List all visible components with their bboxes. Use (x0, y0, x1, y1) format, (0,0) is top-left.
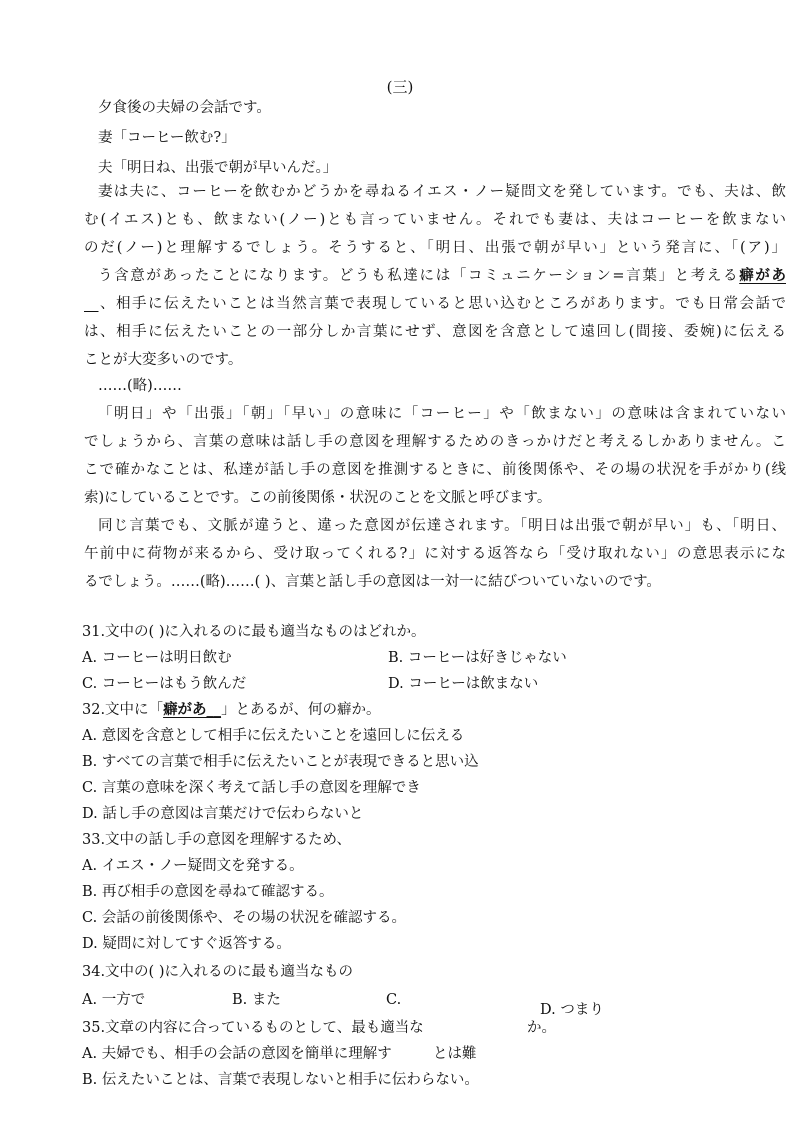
passage-line (84, 294, 786, 314)
passage-line: のだ(ノー)と理解するでしょう。そうすると、「明日、出張で朝が早い」という発言に、「(ア)」 (84, 240, 786, 256)
section-heading: (三) (386, 78, 414, 96)
underline-blank: __ (84, 296, 99, 312)
q31-option-b: B. コーヒーは好きじゃない (388, 650, 567, 666)
q34-option-d: D. つまり (540, 1002, 604, 1018)
passage-line: む(イエス)とも、飲まない(ノー)とも言っていません。それでも妻は、夫はコーヒーを飲まない (84, 212, 786, 228)
passage-line: 索)にしていることです。この前後関係・状況のことを文脈と呼びます。 (84, 490, 552, 506)
q35-option-a-end: とは難 (433, 1046, 477, 1062)
question-31-stem: 31.文中の( )に入れるのに最も適当なものはどれか。 (82, 624, 426, 640)
q32-option-b: B. すべての言葉で相手に伝えたいことが表現できると思い込 (82, 754, 479, 770)
question-35-stem-end: か。 (527, 1020, 556, 1036)
q35-option-a: A. 夫婦でも、相手の会話の意図を簡単に理解す (82, 1046, 392, 1062)
q32-option-a: A. 意図を含意として相手に伝えたいことを遠回しに伝える (82, 728, 465, 744)
passage-line: 妻「コーヒー飲む?」 (98, 130, 236, 146)
q34-option-c: C. (386, 992, 402, 1008)
passage-text: 、相手に伝えたいことは当然言葉で表現していると思い込むところがあります。でも日常会話で (98, 296, 786, 312)
q34-option-a: A. 一方で (82, 992, 146, 1008)
q31-option-a: A. コーヒーは明日飲む (82, 650, 232, 666)
q35-option-b: B. 伝えたいことは、言葉で表現しないと相手に伝わらない。 (82, 1072, 479, 1088)
q33-option-d: D. 疑問に対してすぐ返答する。 (82, 936, 291, 952)
q33-option-a: A. イエス・ノー疑問文を発する。 (82, 858, 304, 874)
passage-line: ことが大変多いのです。 (84, 352, 243, 368)
question-32-stem (82, 700, 381, 720)
question-34-stem: 34.文中の( )に入れるのに最も適当なもの (82, 964, 353, 980)
omission-mark: ……(略)…… (98, 378, 182, 394)
underlined-phrase: 癖があ (739, 267, 786, 284)
question-35-stem: 35.文章の内容に合っているものとして、最も適当な (82, 1020, 424, 1036)
q33-option-b: B. 再び相手の意図を尋ねて確認する。 (82, 884, 334, 900)
q34-option-b: B. また (232, 992, 281, 1008)
q31-option-d: D. コーヒーは飲まない (388, 676, 539, 692)
passage-text: う含意があったことになります。どうも私達には「コミュニケーション=言葉」と考える (98, 268, 740, 284)
q32-option-c: C. 言葉の意味を深く考えて話し手の意図を理解でき (82, 780, 421, 796)
q32-underlined-phrase: 癖があ__ (163, 701, 222, 718)
q32-option-d: D. 話し手の意図は言葉だけで伝わらないと (82, 806, 364, 822)
passage-line (98, 266, 786, 286)
passage-line: は、相手に伝えたいことの一部分しか言葉にせず、意図を含意として遠回し(間接、委婉)に伝える (84, 324, 786, 340)
passage-line: こで確かなことは、私達が話し手の意図を推測するときに、前後関係や、その場の状況を手がかり(线 (84, 462, 786, 478)
q32-stem-start: 32.文中に「 (82, 702, 164, 718)
passage-line: 同じ言葉でも、文脈が違うと、違った意図が伝達されます。「明日は出張で朝が早い」も、「明日、 (98, 518, 786, 534)
question-33-stem: 33.文中の話し手の意図を理解するため、 (82, 832, 351, 848)
passage-line: 夕食後の夫婦の会話です。 (98, 100, 271, 116)
passage-line: るでしょう。……(略)……( )、言葉と話し手の意図は一対一に結びついていないのです。 (84, 574, 661, 590)
passage-line: 午前中に荷物が来るから、受け取ってくれる?」に対する返答なら「受け取れない」の意思表示にな (84, 546, 786, 562)
passage-line: 「明日」や「出張」「朝」「早い」の意味に「コーヒー」や「飲まない」の意味は含まれていない (98, 406, 786, 422)
passage-line: 妻は夫に、コーヒーを飲むかどうかを尋ねるイエス・ノー疑問文を発しています。でも、夫は、飲 (98, 184, 786, 200)
passage-line: 夫「明日ね、出張で朝が早いんだ。」 (98, 160, 338, 176)
q32-stem-end: 」とあるが、何の癖か。 (221, 702, 381, 718)
passage-line: でしょうから、言葉の意味は話し手の意図を理解するためのきっかけだと考えるしかありません。こ (84, 434, 786, 450)
q33-option-c: C. 会話の前後関係や、その場の状況を確認する。 (82, 910, 407, 926)
q31-option-c: C. コーヒーはもう飲んだ (82, 676, 247, 692)
